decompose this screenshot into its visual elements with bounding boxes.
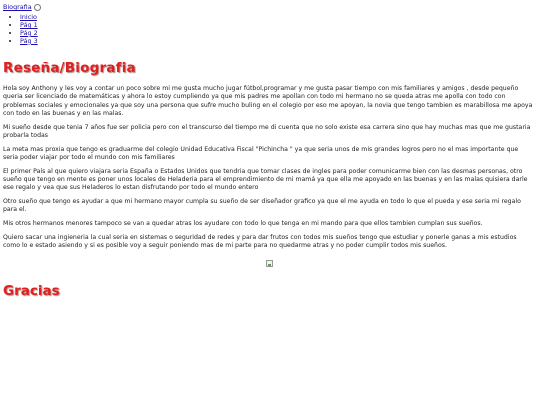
page-title: Reseña/Biografia [3,60,136,76]
paragraph-engineering: Quiero sacar una ingieneria la cual seria en sistemas o seguridad de redes y para dar frutos con todos mis sueños tengo que estudiar y ponerle ganas a mis estudios como lo e estado asiendo y si es posible voy a seguir poniendo mas de mi parte para no quedarme atras y no poder cumplir todos mis sueños. [3,233,517,249]
paragraph-brother: Otro sueño que tengo es ayudar a que mi hermano mayor cumpla su sueño de ser diseñador grafico ya que el me ayuda en todo lo que el pueda y ese seria mi regalo para el. [3,197,521,214]
nav-link-inicio[interactable]: Inicio [20,13,37,21]
paragraph-siblings: Mis otros hermanos menores tampoco se van a quedar atras los ayudare con todo lo que tenga en mi mando para que ellos tambien cumplan sus sueños. [3,219,483,227]
top-nav [3,3,41,11]
nav-link-pag-2[interactable]: Pág 2 [20,28,38,37]
paragraph-dream: Mi sueño desde que tenia 7 años fue ser policia pero con el transcurso del tiempo me di cuenta que no solo existe esa carrera sino que hay muchas mas que me gustaria probarla todas [3,123,531,139]
biography-content [3,85,535,255]
thanks-heading: Gracias [3,283,60,299]
menu-toggle-checkbox[interactable] [34,4,41,11]
biografia-link[interactable]: Biografia [3,3,32,11]
nav-menu [9,14,38,46]
nav-item-pag-3 [20,38,38,46]
nav-link-pag-1[interactable]: Pág 1 [20,20,38,29]
broken-image-icon [266,260,273,267]
paragraph-goal: La meta mas proxia que tengo es graduarme del colegio Unidad Educativa Fiscal "Pichincha " ya que seria unos de mis grandes logros pero no el mas importante que seria poder viajar por todo el mundo con mis familiares [3,145,519,161]
paragraph-intro: Hola soy Anthony y les voy a contar un poco sobre mi me gusta mucho jugar fútbol,programar y me gusta pasar tiempo con mis familiares y amigos , desde pequeño queria ser licenciado de matemáticas y ahora lo estoy cumpliendo ya que mis padres me apollan con todo mi hermano no se queda atras me apolla con todo con problemas sociales y emocionales ya que soy una persona que sufre mucho buling en el colegio por eso me apoyan, la novia que tengo tambien es marabillosa me apoya con todo en las buenas y en las malas. [3,85,533,117]
nav-link-pag-3[interactable]: Pág 3 [20,36,38,45]
paragraph-travel: El primer País al que quiero viajara seria España o Estados Unidos que tendria que tomar clases de ingles para poder comunicarme bien con las desmas personas, otro sueño que tengo en mente es poner unos locales de Heladeria para el emprendimiento de mi mamá ya que ella me apoyado en las buenas y en las malas quisiera darle ese regalo y vea que sus Heladeros lo estan disfrutando por todo el mundo entero [3,167,528,192]
